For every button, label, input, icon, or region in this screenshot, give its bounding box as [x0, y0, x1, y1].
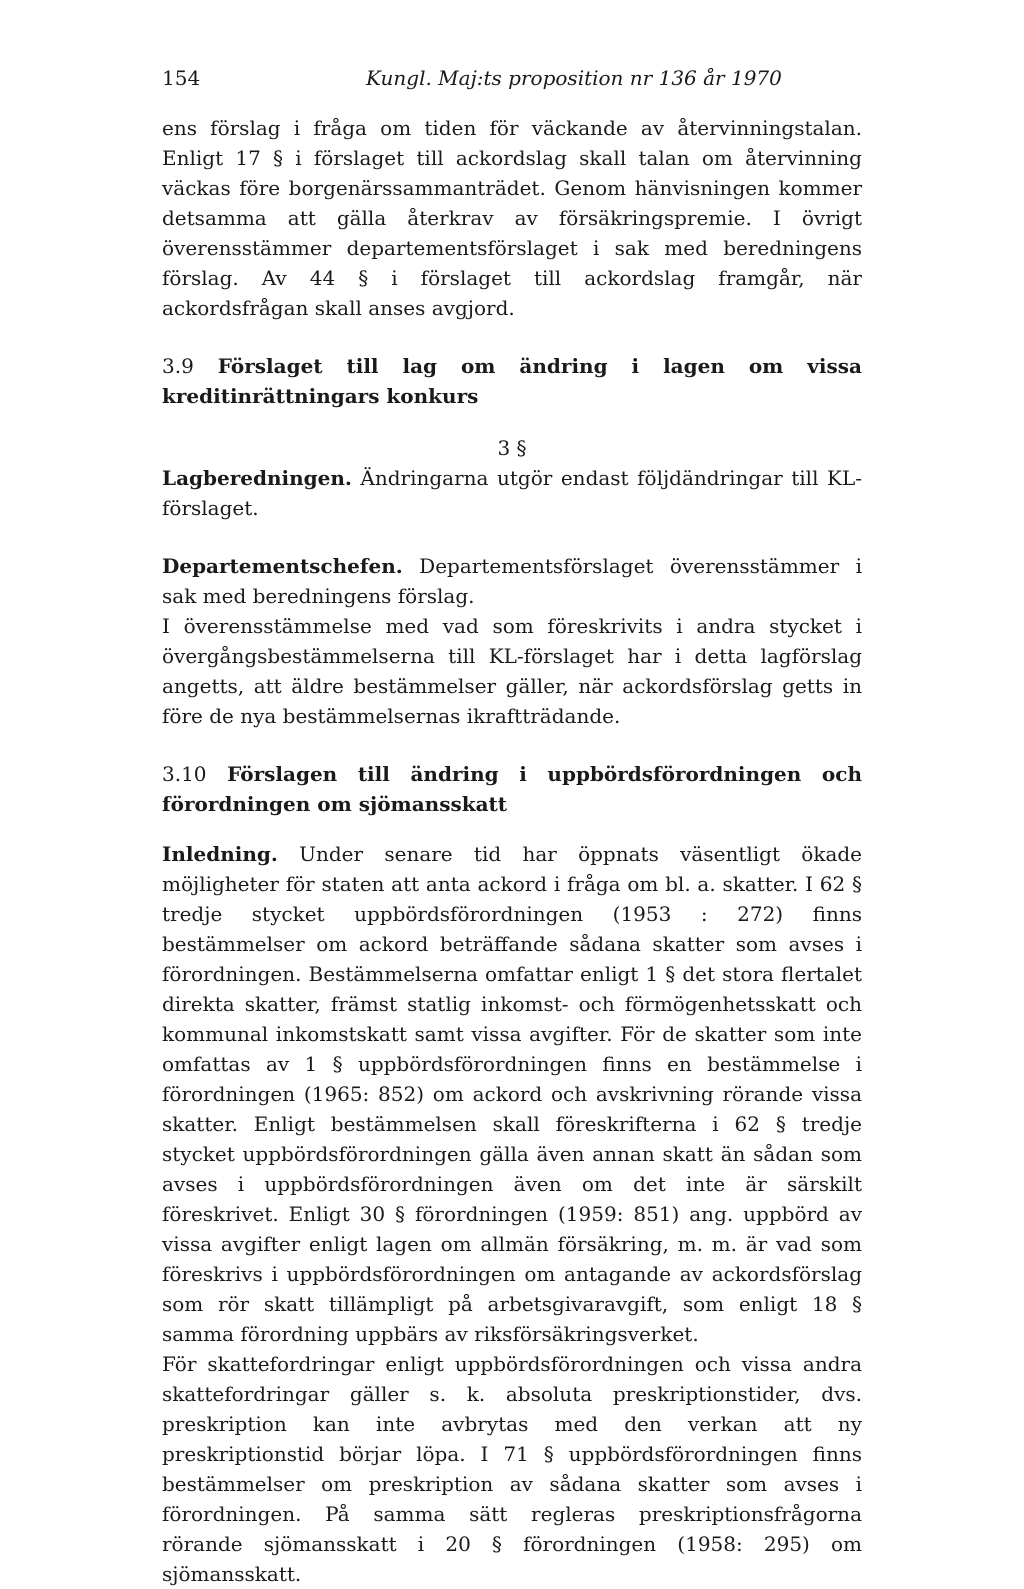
paragraph-lead: Departementschefen. [162, 554, 403, 578]
page-number: 154 [162, 66, 201, 90]
section-3-10-heading [162, 759, 862, 819]
section-title: Förslagen till ändring i uppbördsförordningen och förordningen om sjömansskatt [162, 762, 862, 816]
paragraph-lead: Lagberedningen. [162, 466, 352, 490]
paragraph-lead: Inledning. [162, 842, 278, 866]
paragraph-lagberedningen [162, 463, 862, 523]
spacer [162, 523, 862, 551]
page-body [162, 113, 862, 1589]
paragraph-departementschefen [162, 551, 862, 611]
spacer [162, 323, 862, 351]
spacer [162, 731, 862, 759]
page-header [162, 66, 862, 96]
running-title: Kungl. Maj:ts proposition nr 136 år 1970 [366, 66, 782, 90]
paragraph-preskription: För skattefordringar enligt uppbördsförordningen och vissa andra skattefordringar gäller s. k. absoluta preskriptionstider, dvs. preskription kan inte avbrytas med den verkan att ny preskriptionstid börjar löpa. I 71 § uppbördsförordningen finns bestämmelser om preskription av sådana skatter som avses i förordningen. På samma sätt regleras preskriptionsfrågorna rörande sjömansskatt i 20 § förordningen (1958: 295) om sjömansskatt. [162, 1352, 862, 1586]
paragraph-overgangsbestammelser: I överensstämmelse med vad som föreskrivits i andra stycket i övergångsbestämmelserna till KL-förslaget har i detta lagförslag angetts, att äldre bestämmelser gäller, när ackordsförslag getts in före de nya bestämmelsernas ikraftträdande. [162, 614, 862, 728]
paragraph-inledning [162, 839, 862, 1349]
paragraph-marker: 3 § [497, 436, 527, 460]
section-3-9-heading [162, 351, 862, 411]
section-number: 3.10 [162, 762, 207, 786]
paragraph-text: Departementsförslaget överensstämmer i sak med beredningens förslag. [162, 554, 862, 608]
spacer [162, 819, 862, 839]
section-title: Förslaget till lag om ändring i lagen om vissa kreditinrättningars konkurs [162, 354, 862, 408]
paragraph-intro: ens förslag i fråga om tiden för väckande av återvinningstalan. Enligt 17 § i förslaget till ackordslag skall talan om återvinning väckas före borgenärssammanträdet. Genom hänvisningen kommer detsamma att gälla återkrav av försäkringspremie. I övrigt överensstämmer departementsförslaget i sak med beredningens förslag. Av 44 § i förslaget till ackordslag framgår, när ackordsfrågan skall anses avgjord. [162, 116, 862, 320]
section-number: 3.9 [162, 354, 194, 378]
paragraph-text: Under senare tid har öppnats väsentligt ökade möjligheter för staten att anta ackord i fråga om bl. a. skatter. I 62 § tredje stycket uppbördsförordningen (1953 : 272) finns bestämmelser om ackord beträffande sådana skatter som avses i förordningen. Bestämmelserna omfattar enligt 1 § det stora flertalet direkta skatter, främst statlig inkomst- och förmögenhetsskatt och kommunal inkomstskatt samt vissa avgifter. För de skatter som inte omfattas av 1 § uppbördsförordningen finns en bestämmelse i förordningen (1965: 852) om ackord och avskrivning rörande vissa skatter. Enligt bestämmelsen skall föreskrifterna i 62 § tredje stycket uppbördsförordningen gälla även annan skatt än sådan som avses i uppbördsförordningen även om det inte är särskilt föreskrivet. Enligt 30 § förordningen (1959: 851) ang. uppbörd av vissa avgifter enligt lagen om allmän försäkring, m. m. är vad som föreskrivs i uppbördsförordningen om antagande av ackordsförslag som rör skatt tillämpligt på arbetsgivaravgift, som enligt 18 § samma förordning uppbärs av riksförsäkringsverket. [162, 842, 862, 1346]
paragraph-text: Ändringarna utgör endast följdändringar till KL-förslaget. [162, 466, 862, 520]
